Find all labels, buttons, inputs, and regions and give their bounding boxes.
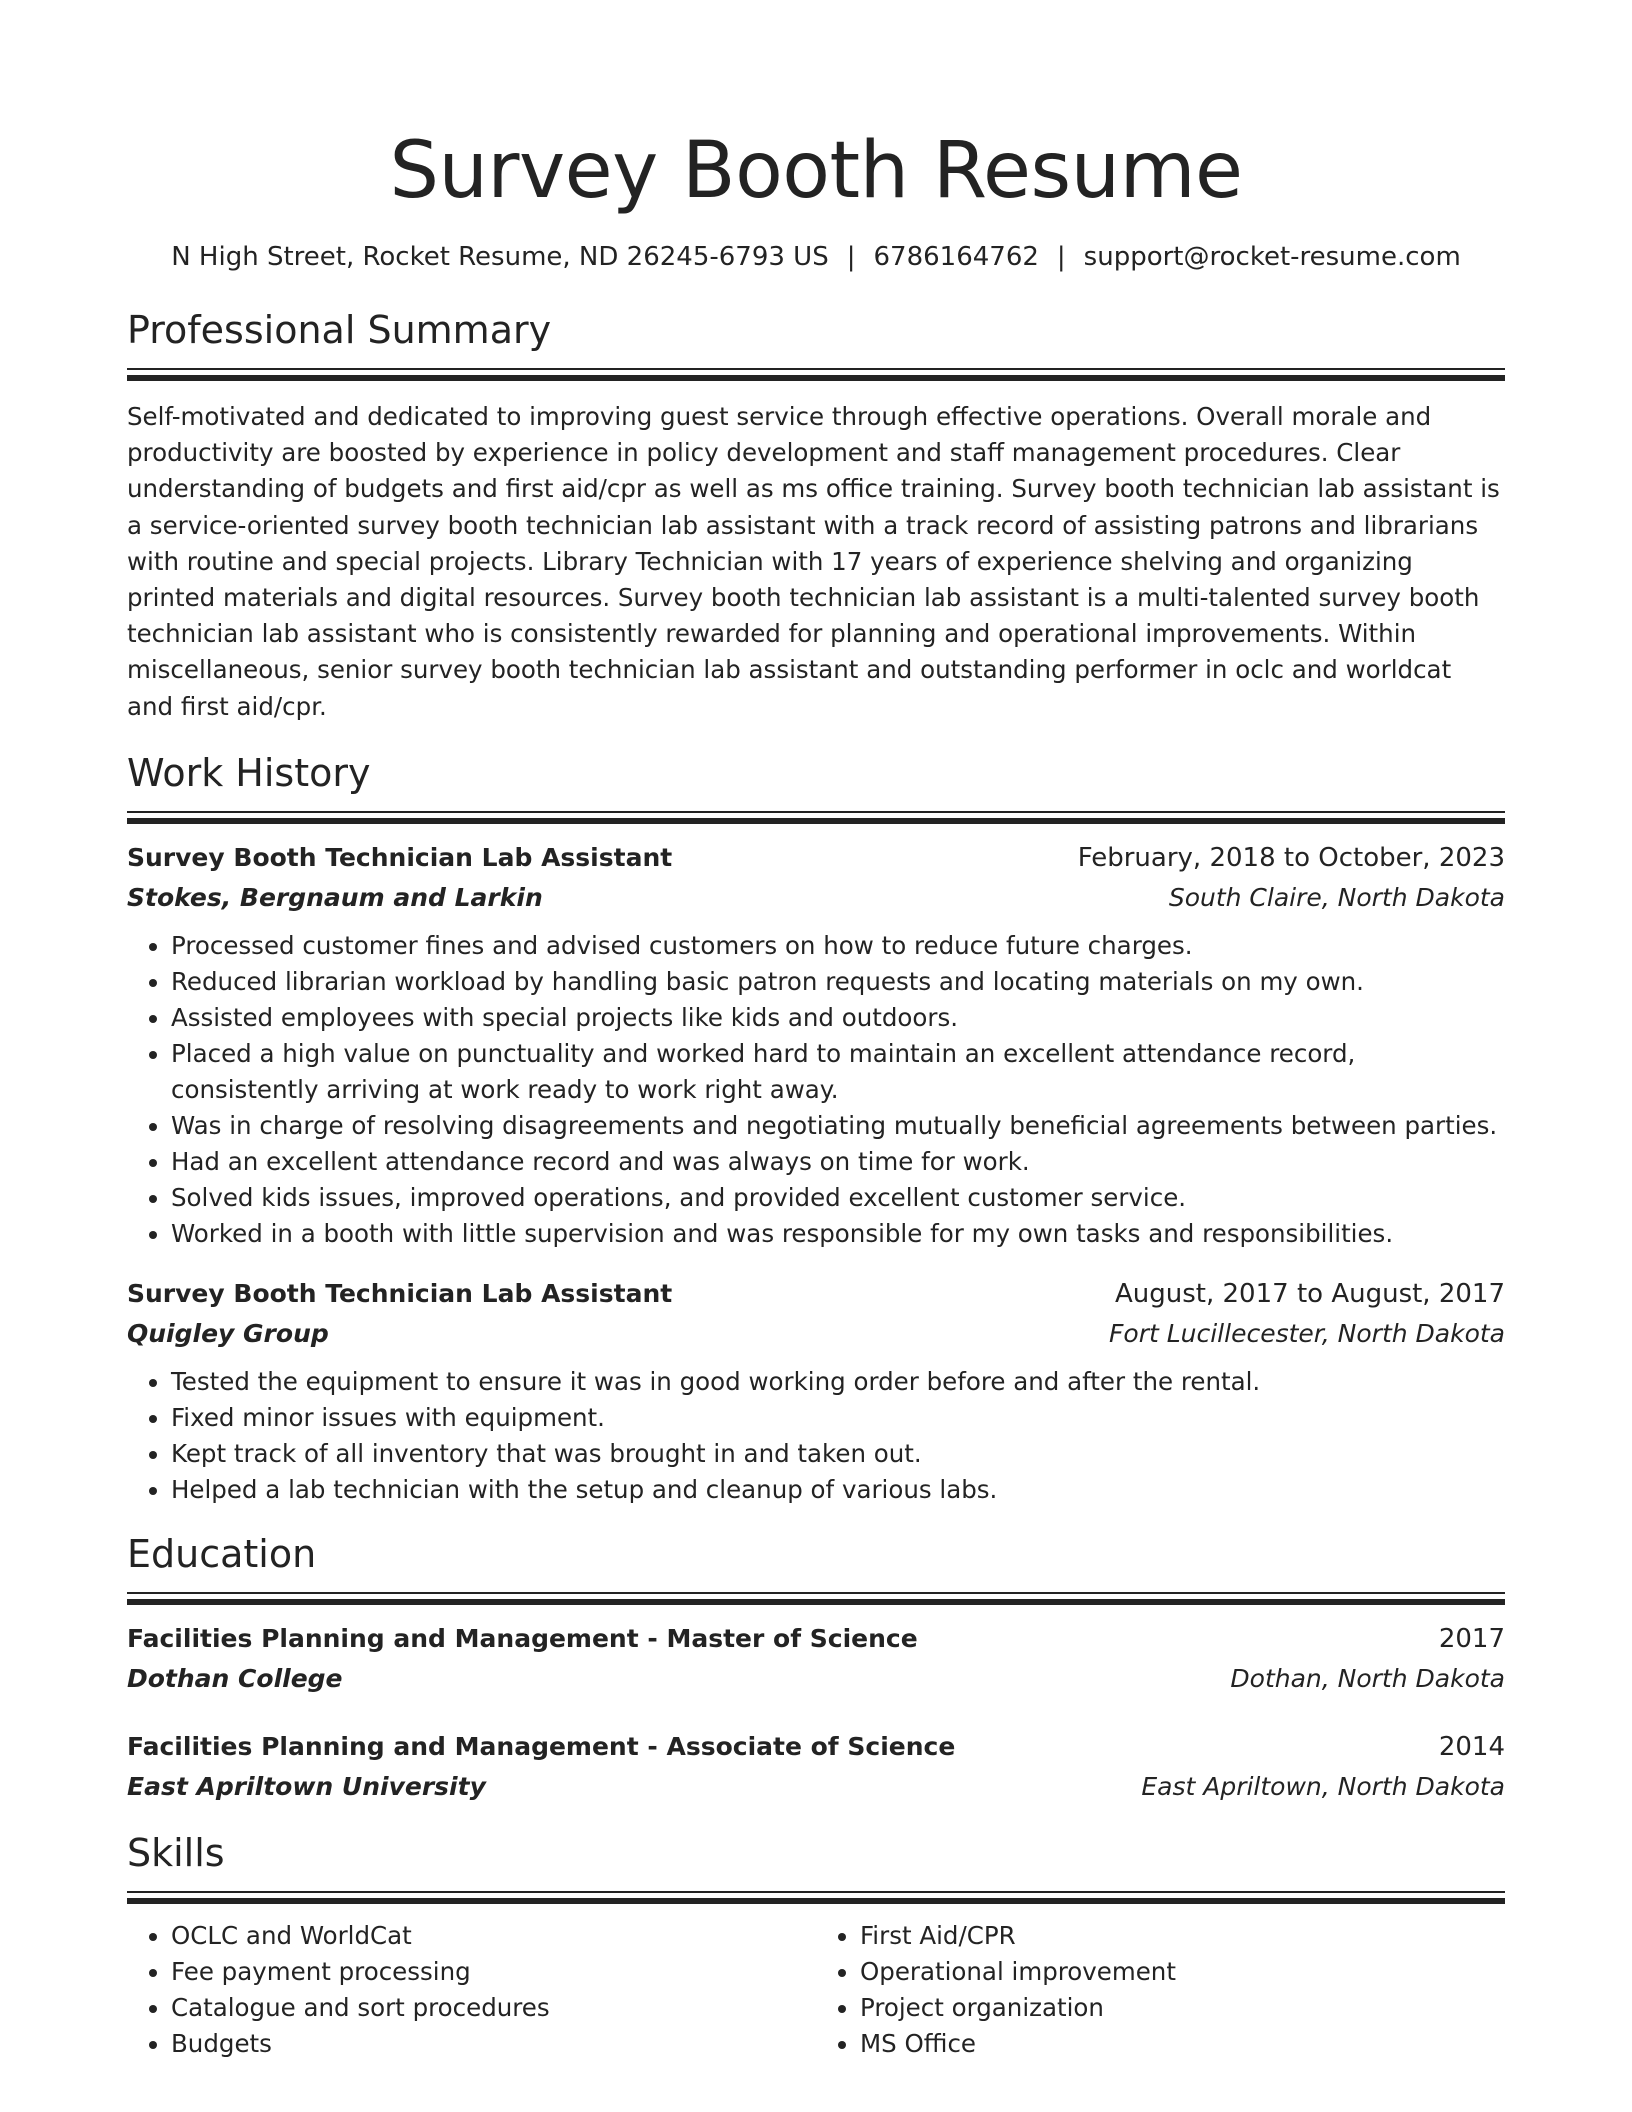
list-item: • Worked in a booth with little supervision and was responsible for my own tasks and responsibilities. [171,1216,1505,1252]
list-item: • Placed a high value on punctuality and worked hard to maintain an excellent attendance record, consistently arriving at work ready to work right away. [171,1036,1505,1108]
job-title: Survey Booth Technician Lab Assistant [127,842,673,872]
section-divider [127,811,1505,824]
list-item: • Reduced librarian workload by handling basic patron requests and locating materials on my own. [171,964,1505,1000]
school-location: East Apriltown, North Dakota [1141,1771,1505,1801]
section-heading-summary: Professional Summary [127,308,552,352]
school: Dothan College [127,1663,343,1693]
section-heading-education: Education [127,1531,317,1576]
list-item: • Had an excellent attendance record and was always on time for work. [171,1144,1505,1180]
contact-address: N High Street, Rocket Resume, ND 26245-6793 US [171,242,829,272]
job-bullets [127,1364,1505,1508]
summary-text: Self-motivated and dedicated to improving guest service through effective operations. Overall morale and productivity are boosted by experience in policy development and staff management procedures. Clear understanding of budgets and first aid/cpr as well as ms office training. Survey booth technician lab assistant is a service-oriented survey booth technician lab assistant with a track record of assisting patrons and librarians with routine and special projects. Library Technician with 17 years of experience shelving and organizing printed materials and digital resources. Survey booth technician lab assistant is a multi-talented survey booth technician lab assistant who is consistently rewarded for planning and operational improvements. Within miscellaneous, senior survey booth technician lab assistant and outstanding performer in oclc and worldcat and first aid/cpr. [127,402,1500,721]
school: East Apriltown University [127,1771,486,1801]
job-dates: February, 2018 to October, 2023 [1077,842,1505,873]
contact-email: support@rocket-resume.com [1083,242,1461,272]
summary-section [127,306,1505,725]
graduation-year: 2014 [1438,1731,1505,1762]
job-company: Quigley Group [127,1318,329,1348]
skills-right-column [816,1918,1505,2062]
job-company: Stokes, Bergnaum and Larkin [127,882,543,912]
job-location: South Claire, North Dakota [1168,882,1505,912]
job-bullets [127,928,1505,1252]
job-location: Fort Lucillecester, North Dakota [1109,1318,1505,1348]
list-item: • Was in charge of resolving disagreements and negotiating mutually beneficial agreements between parties. [171,1108,1505,1144]
job-entry [127,1274,1505,1508]
degree: Facilities Planning and Management - Master of Science [127,1623,918,1653]
list-item: • Helped a lab technician with the setup and cleanup of various labs. [171,1472,1505,1508]
resume-title: Survey Booth Resume [389,126,1243,216]
skill-item: • Operational improvement [860,1954,1505,1990]
list-item: • Assisted employees with special projects like kids and outdoors. [171,1000,1505,1036]
job-dates: August, 2017 to August, 2017 [1115,1278,1505,1309]
education-entry [127,1727,1505,1807]
skill-item: • Fee payment processing [171,1954,816,1990]
degree: Facilities Planning and Management - Associate of Science [127,1731,956,1761]
skill-item: • Catalogue and sort procedures [171,1990,816,2026]
list-item: • Solved kids issues, improved operations, and provided excellent customer service. [171,1180,1505,1216]
contact-line [127,240,1505,274]
skills-columns [127,1918,1505,2062]
list-item: • Fixed minor issues with equipment. [171,1400,1505,1436]
skill-item: • Budgets [171,2026,816,2062]
education-entry [127,1619,1505,1699]
contact-separator: | [846,242,856,272]
graduation-year: 2017 [1438,1623,1505,1654]
skill-item: • Project organization [860,1990,1505,2026]
job-entry [127,838,1505,1252]
list-item: • Tested the equipment to ensure it was in good working order before and after the rental. [171,1364,1505,1400]
school-location: Dothan, North Dakota [1230,1663,1505,1693]
skill-item: • First Aid/CPR [860,1918,1505,1954]
skills-section [127,1829,1505,2062]
education-section [127,1530,1505,1807]
skill-item: • OCLC and WorldCat [171,1918,816,1954]
section-divider [127,1891,1505,1904]
contact-separator: | [1056,242,1066,272]
list-item: • Kept track of all inventory that was brought in and taken out. [171,1436,1505,1472]
skills-left-column [127,1918,816,2062]
skill-item: • MS Office [860,2026,1505,2062]
section-divider [127,368,1505,381]
job-title: Survey Booth Technician Lab Assistant [127,1278,673,1308]
work-history-section [127,749,1505,1508]
section-divider [127,1592,1505,1605]
contact-phone: 6786164762 [873,242,1039,272]
list-item: • Processed customer fines and advised customers on how to reduce future charges. [171,928,1505,964]
section-heading-work-history: Work History [127,750,371,795]
section-heading-skills: Skills [127,1830,225,1875]
